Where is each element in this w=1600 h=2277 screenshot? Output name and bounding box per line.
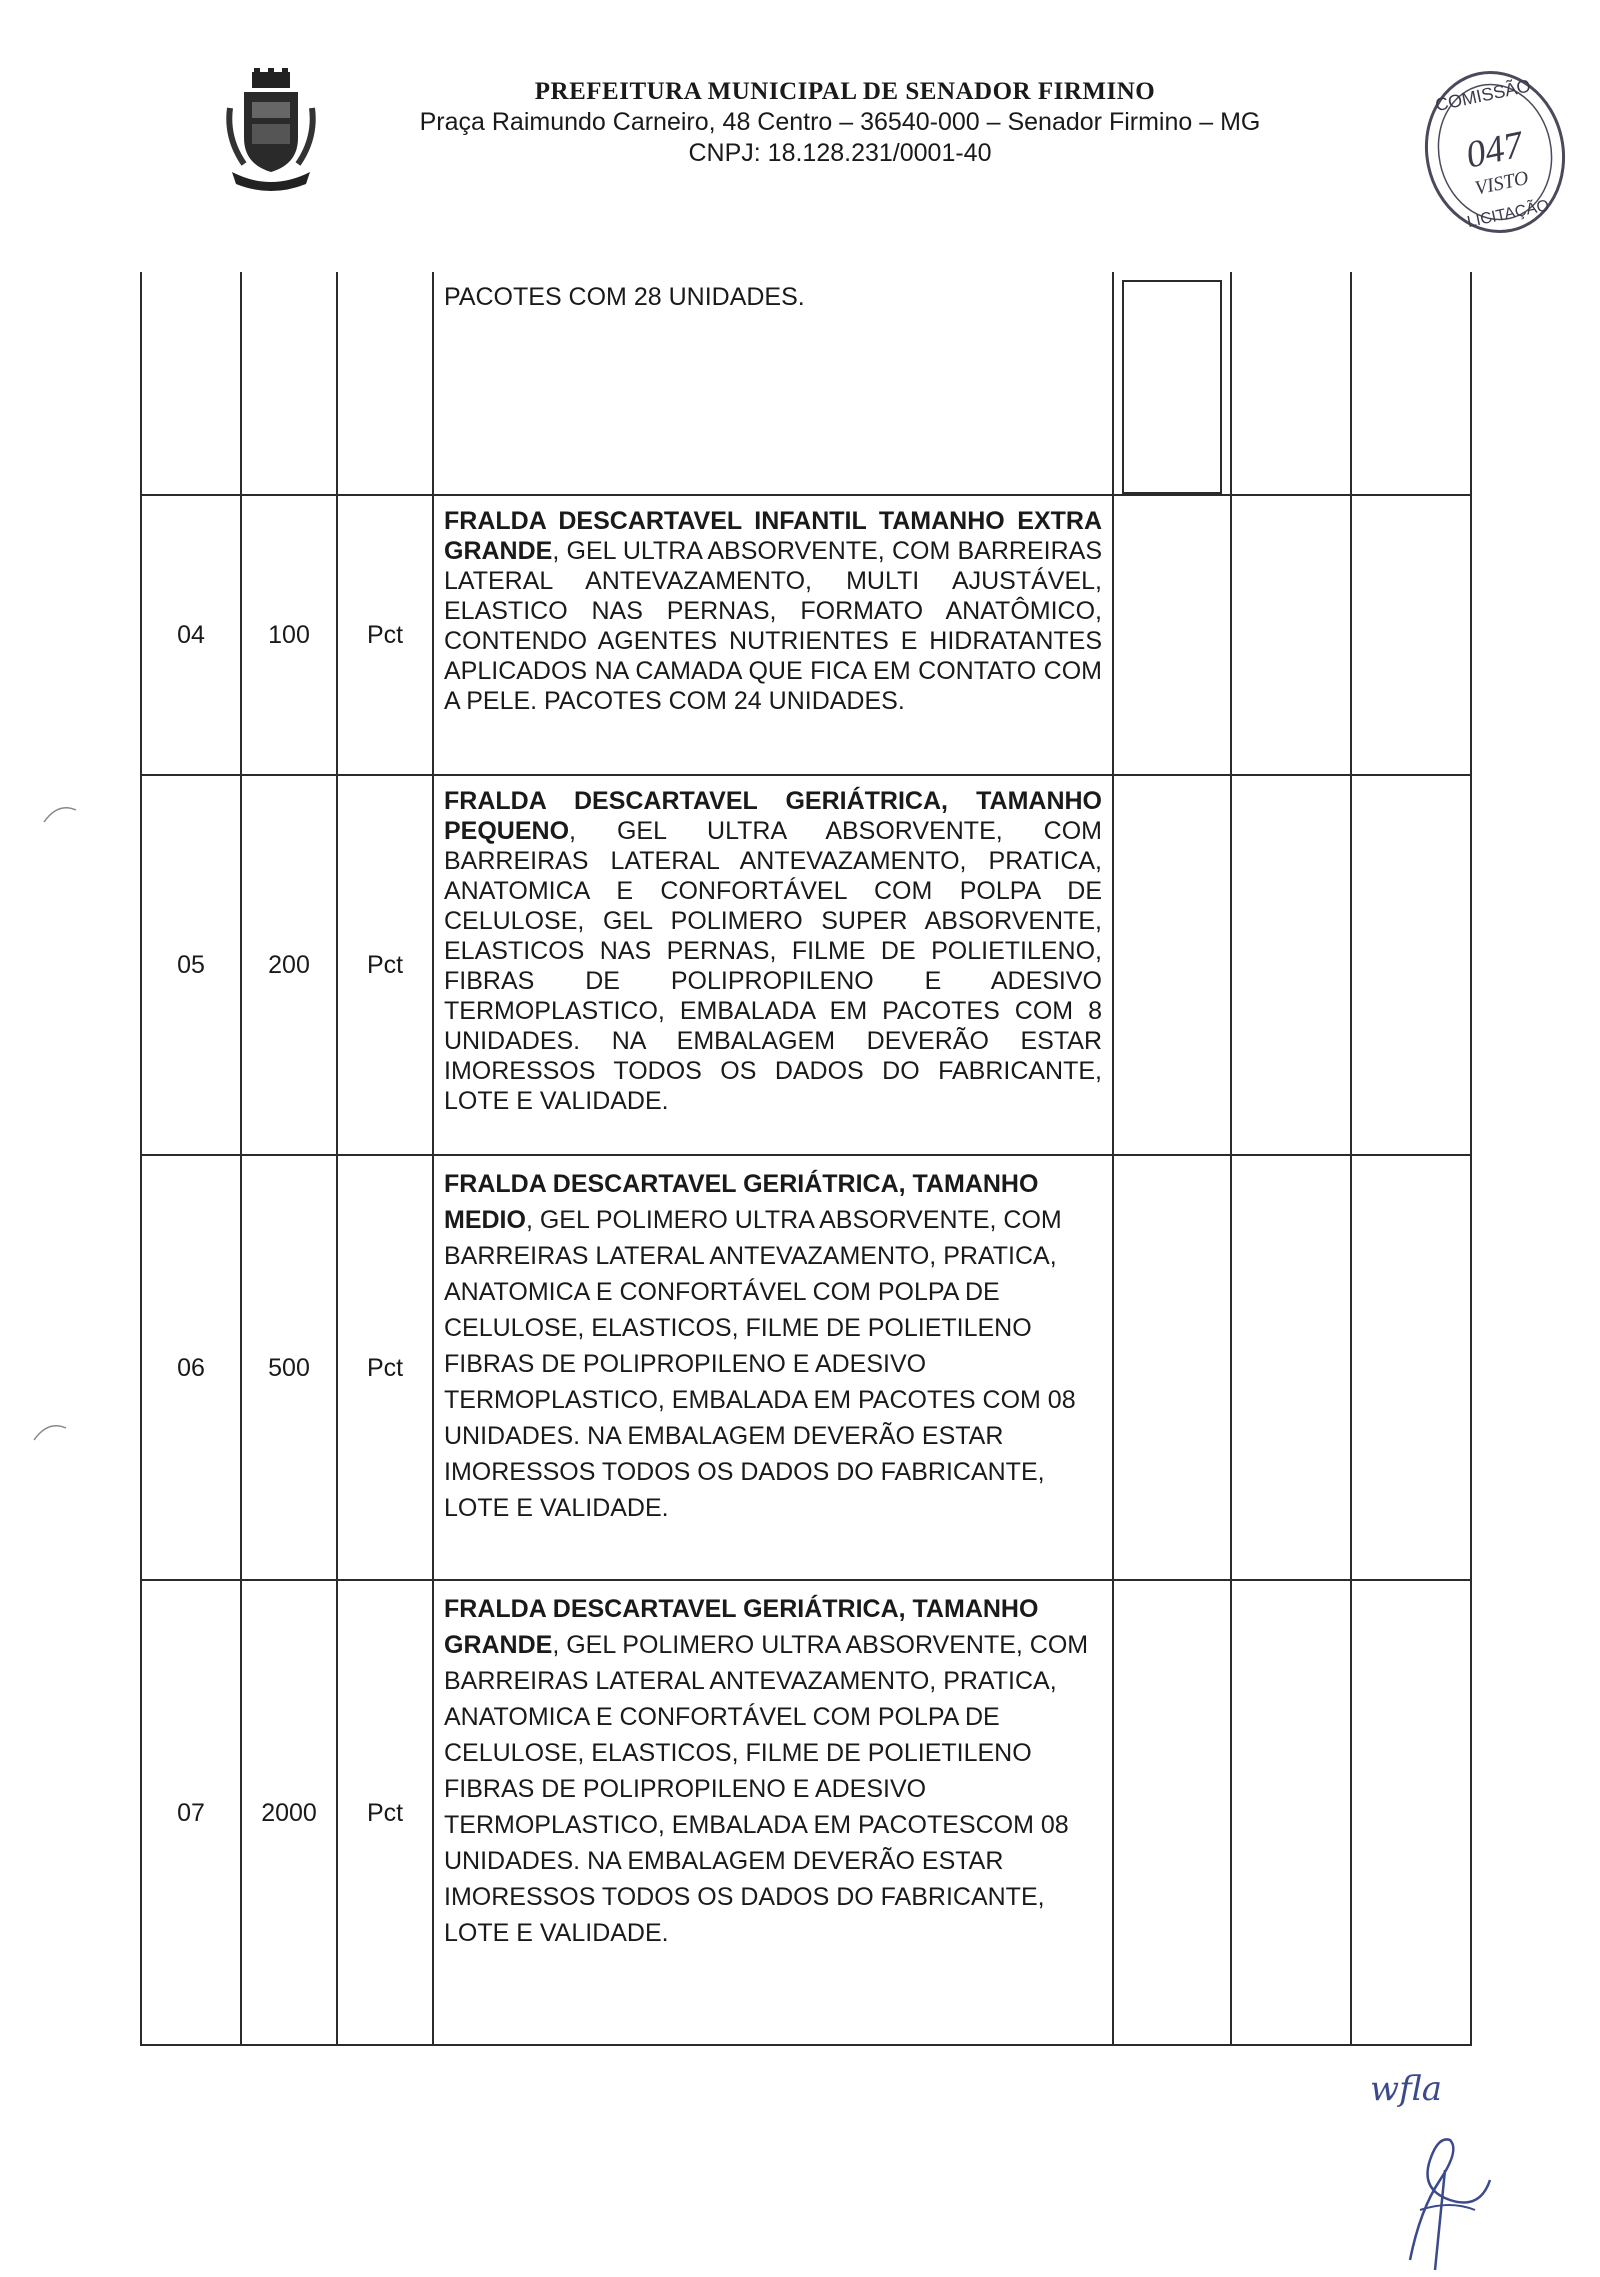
description-body: , GEL POLIMERO ULTRA ABSORVENTE, COM BARREIRAS LATERAL ANTEVAZAMENTO, PRATICA, ANATOMICA E CONFORTÁVEL COM POLPA DE CELULOSE, ELASTICOS, FILME DE POLIETILENO FIBRAS DE POLIPROPILENO E ADESIVO TERMOPLASTICO, EMBALADA EM PACOTES COM 08 UNIDADES. NA EMBALAGEM DEVERÃO ESTAR IMORESSOS TODOS OS DADOS DO FABRICANTE, LOTE E VALIDADE. xyxy=(444,1206,1076,1522)
unit-price-cell xyxy=(1113,1155,1231,1580)
description-bold: FRALDA DESCARTAVEL GERIÁTRICA, TAMANHO PEQUENO xyxy=(444,787,1102,845)
description-body: , GEL ULTRA ABSORVENTE, COM BARREIRAS LATERAL ANTEVAZAMENTO, MULTI AJUSTÁVEL, ELASTICO NAS PERNAS, FORMATO ANATÔMICO, CONTENDO AGENTES NUTRIENTES E HIDRATANTES APLICADOS NA CAMADA QUE FICA EM CONTATO COM A PELE. PACOTES COM 24 UNIDADES. xyxy=(444,537,1102,715)
item-number xyxy=(141,272,241,495)
description-text xyxy=(444,786,1102,1116)
item-number: 05 xyxy=(141,775,241,1155)
description-text xyxy=(444,1166,1102,1526)
description-body: PACOTES COM 28 UNIDADES. xyxy=(444,283,805,311)
stamp-top-text: COMISSÃO xyxy=(1433,75,1533,116)
table-row xyxy=(141,495,1471,775)
total-price-cell xyxy=(1231,775,1351,1155)
item-description xyxy=(433,775,1113,1155)
item-quantity: 200 xyxy=(241,775,337,1155)
stamp-bottom-text: LICITAÇÃO xyxy=(1465,197,1551,232)
description-text xyxy=(444,506,1102,716)
item-unit: Pct xyxy=(337,775,433,1155)
description-body: , GEL POLIMERO ULTRA ABSORVENTE, COM BARREIRAS LATERAL ANTEVAZAMENTO, PRATICA, ANATOMICA E CONFORTÁVEL COM POLPA DE CELULOSE, ELASTICOS, FILME DE POLIETILENO FIBRAS DE POLIPROPILENO E ADESIVO TERMOPLASTICO, EMBALADA EM PACOTESCOM 08 UNIDADES. NA EMBALAGEM DEVERÃO ESTAR IMORESSOS TODOS OS DADOS DO FABRICANTE, LOTE E VALIDADE. xyxy=(444,1631,1089,1947)
item-number: 07 xyxy=(141,1580,241,2045)
description-bold: FRALDA DESCARTAVEL INFANTIL TAMANHO EXTRA GRANDE xyxy=(444,507,1102,565)
total-price-cell xyxy=(1231,495,1351,775)
brand-cell xyxy=(1351,495,1471,775)
punch-mark-icon xyxy=(30,1414,70,1444)
unit-price-cell xyxy=(1113,272,1231,495)
items-table xyxy=(140,272,1472,2046)
item-description xyxy=(433,1580,1113,2045)
item-number: 04 xyxy=(141,495,241,775)
unit-price-cell xyxy=(1113,1580,1231,2045)
item-quantity xyxy=(241,272,337,495)
item-description xyxy=(433,495,1113,775)
description-bold: FRALDA DESCARTAVEL GERIÁTRICA, TAMANHO MEDIO xyxy=(444,1170,1039,1234)
item-quantity: 100 xyxy=(241,495,337,775)
municipality-cnpj: CNPJ: 18.128.231/0001-40 xyxy=(688,139,992,167)
total-price-cell xyxy=(1231,1155,1351,1580)
punch-mark-icon xyxy=(40,796,80,826)
unit-price-cell xyxy=(1113,775,1231,1155)
brand-cell xyxy=(1351,1155,1471,1580)
brand-cell xyxy=(1351,1580,1471,2045)
description-text xyxy=(444,1591,1102,1951)
brand-cell xyxy=(1351,775,1471,1155)
item-quantity: 2000 xyxy=(241,1580,337,2045)
total-price-cell xyxy=(1231,272,1351,495)
stamp-visto: VISTO xyxy=(1472,166,1531,200)
commission-stamp xyxy=(1420,62,1570,242)
brand-cell xyxy=(1351,272,1471,495)
table-row xyxy=(141,1580,1471,2045)
municipality-address: Praça Raimundo Carneiro, 48 Centro – 36540-000 – Senador Firmino – MG xyxy=(419,108,1261,136)
stamp-number: 047 xyxy=(1462,123,1527,177)
item-number: 06 xyxy=(141,1155,241,1580)
handwritten-signature xyxy=(1350,2060,1530,2277)
table-row xyxy=(141,775,1471,1155)
total-price-cell xyxy=(1231,1580,1351,2045)
unit-price-cell xyxy=(1113,495,1231,775)
item-unit: Pct xyxy=(337,495,433,775)
table-row xyxy=(141,272,1471,495)
item-unit: Pct xyxy=(337,1155,433,1580)
description-text xyxy=(444,282,1102,312)
letterhead xyxy=(0,78,1600,168)
description-body: , GEL ULTRA ABSORVENTE, COM BARREIRAS LATERAL ANTEVAZAMENTO, PRATICA, ANATOMICA E CONFORTÁVEL COM POLPA DE CELULOSE, GEL POLIMERO SUPER ABSORVENTE, ELASTICOS NAS PERNAS, FILME DE POLIETILENO, FIBRAS DE POLIPROPILENO E ADESIVO TERMOPLASTICO, EMBALADA EM PACOTES COM 8 UNIDADES. NA EMBALAGEM DEVERÃO ESTAR IMORESSOS TODOS OS DADOS DO FABRICANTE, LOTE E VALIDADE. xyxy=(444,817,1102,1115)
table-row xyxy=(141,1155,1471,1580)
signature-initials: wfla xyxy=(1370,2069,1443,2109)
item-description xyxy=(433,272,1113,495)
price-box xyxy=(1122,280,1222,494)
municipality-title: PREFEITURA MUNICIPAL DE SENADOR FIRMINO xyxy=(534,78,1156,105)
description-bold: FRALDA DESCARTAVEL GERIÁTRICA, TAMANHO GRANDE xyxy=(444,1595,1039,1659)
item-unit: Pct xyxy=(337,1580,433,2045)
item-quantity: 500 xyxy=(241,1155,337,1580)
item-description xyxy=(433,1155,1113,1580)
item-unit xyxy=(337,272,433,495)
